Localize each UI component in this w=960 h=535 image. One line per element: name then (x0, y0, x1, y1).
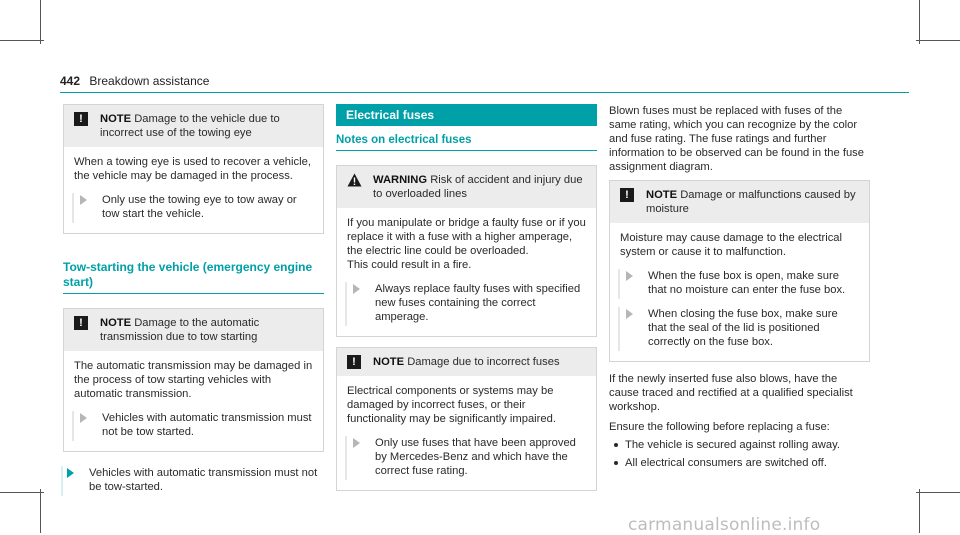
note-title: Damage to the vehicle due to incorrect use of the towing eye (100, 113, 280, 139)
page-header (60, 74, 209, 88)
exclamation-icon: ! (74, 316, 88, 330)
crop-mark (0, 492, 44, 493)
crop-mark (40, 0, 41, 44)
note-text: The automatic transmission may be damaged in the process of tow starting vehicles with automatic transmission. (74, 360, 313, 400)
exclamation-icon: ! (74, 112, 88, 126)
paragraph: If the newly inserted fuse also blows, have the cause traced and rectified at a qualified specialist workshop. (609, 373, 853, 413)
arrow-right-icon (67, 468, 74, 478)
column-2 (336, 104, 597, 501)
arrow-right-icon (80, 195, 87, 205)
note-header (64, 309, 323, 351)
arrow-right-icon (80, 413, 87, 423)
note-header (610, 181, 869, 223)
instruction-step (626, 269, 859, 297)
chapter-band: Electrical fuses (336, 104, 597, 126)
warning-box (336, 165, 597, 337)
warning-text: This could result in a fire. (347, 259, 472, 271)
step-text: When the fuse box is open, make sure that no moisture can enter the fuse box. (648, 270, 846, 296)
warning-triangle-icon (347, 173, 361, 187)
section-divider (63, 293, 324, 294)
watermark: carmanualsonline.info (628, 515, 821, 535)
arrow-right-icon (353, 438, 360, 448)
crop-mark (40, 489, 41, 533)
note-label: NOTE (100, 113, 132, 125)
note-body (610, 223, 869, 361)
list-item (609, 438, 870, 452)
column-1 (63, 104, 324, 498)
arrow-right-icon (626, 309, 633, 319)
note-title: Damage due to incorrect fuses (407, 356, 560, 368)
list-item-text: All electrical consumers are switched off. (625, 457, 827, 469)
note-header (337, 348, 596, 376)
note-text: When a towing eye is used to recover a vehicle, the vehicle may be damaged in the process. (74, 156, 311, 182)
warning-text: If you manipulate or bridge a faulty fuse or if you replace it with a fuse with a higher amperage, the electric line could be overloaded. (347, 217, 586, 257)
step-text: Only use the towing eye to tow away or tow start the vehicle. (102, 194, 297, 220)
arrow-right-icon (626, 271, 633, 281)
note-body (337, 376, 596, 490)
exclamation-icon: ! (620, 188, 634, 202)
note-text: Moisture may cause damage to the electrical system or cause it to malfunction. (620, 232, 842, 258)
warning-title: Risk of accident and injury due to overloaded lines (373, 174, 583, 200)
note-text: Electrical components or systems may be damaged by incorrect fuses, or their functionality may be significantly impaired. (347, 385, 556, 425)
instruction-step (80, 193, 313, 221)
intro-paragraph: Blown fuses must be replaced with fuses of the same rating, which you can recognize by the color and fuse rating. The fuse ratings and further information to be observed can be found in the fuse assignment diagram. (609, 105, 864, 173)
column-3 (609, 104, 870, 474)
page-number: 442 (60, 74, 81, 88)
section-divider (336, 150, 597, 151)
note-label: NOTE (373, 356, 405, 368)
crop-mark (916, 40, 960, 41)
step-text: Vehicles with automatic transmission must not be tow-started. (89, 467, 318, 493)
step-text: Only use fuses that have been approved by Mercedes-Benz and which have the correct fuse rating. (375, 437, 576, 477)
instruction-step (626, 307, 859, 349)
step-text: Always replace faulty fuses with specified new fuses containing the correct amperage. (375, 283, 581, 323)
warning-header (337, 166, 596, 208)
list-item (609, 456, 870, 470)
note-box (336, 347, 597, 491)
note-label: NOTE (646, 189, 678, 201)
note-label: NOTE (100, 317, 132, 329)
note-body (64, 147, 323, 233)
header-divider (60, 92, 909, 93)
crop-mark (916, 492, 960, 493)
note-box (609, 180, 870, 362)
bullet-icon (614, 443, 618, 447)
instruction-step (67, 466, 324, 494)
note-box (63, 308, 324, 452)
step-text: Vehicles with automatic transmission must not be tow started. (102, 412, 312, 438)
header-section-title: Breakdown assistance (89, 74, 210, 88)
crop-mark (0, 40, 44, 41)
list-item-text: The vehicle is secured against rolling away. (625, 439, 840, 451)
note-title: Damage or malfunctions caused by moisture (646, 189, 856, 215)
crop-mark (919, 0, 920, 44)
note-header (64, 105, 323, 147)
arrow-right-icon (353, 284, 360, 294)
warning-body (337, 208, 596, 336)
paragraph: Ensure the following before replacing a fuse: (609, 421, 830, 433)
subsection-title: Notes on electrical fuses (336, 134, 472, 146)
crop-mark (919, 489, 920, 533)
exclamation-icon: ! (347, 355, 361, 369)
instruction-step (80, 411, 313, 439)
note-title: Damage to the automatic transmission due to tow starting (100, 317, 260, 343)
instruction-step (353, 436, 586, 478)
note-box (63, 104, 324, 234)
instruction-step (353, 282, 586, 324)
note-body (64, 351, 323, 451)
warning-label: WARNING (373, 174, 428, 186)
section-title: Tow-starting the vehicle (emergency engine start) (63, 260, 313, 289)
step-text: When closing the fuse box, make sure that the seal of the lid is positioned correctly on the fuse box. (648, 308, 838, 348)
bullet-icon (614, 461, 618, 465)
